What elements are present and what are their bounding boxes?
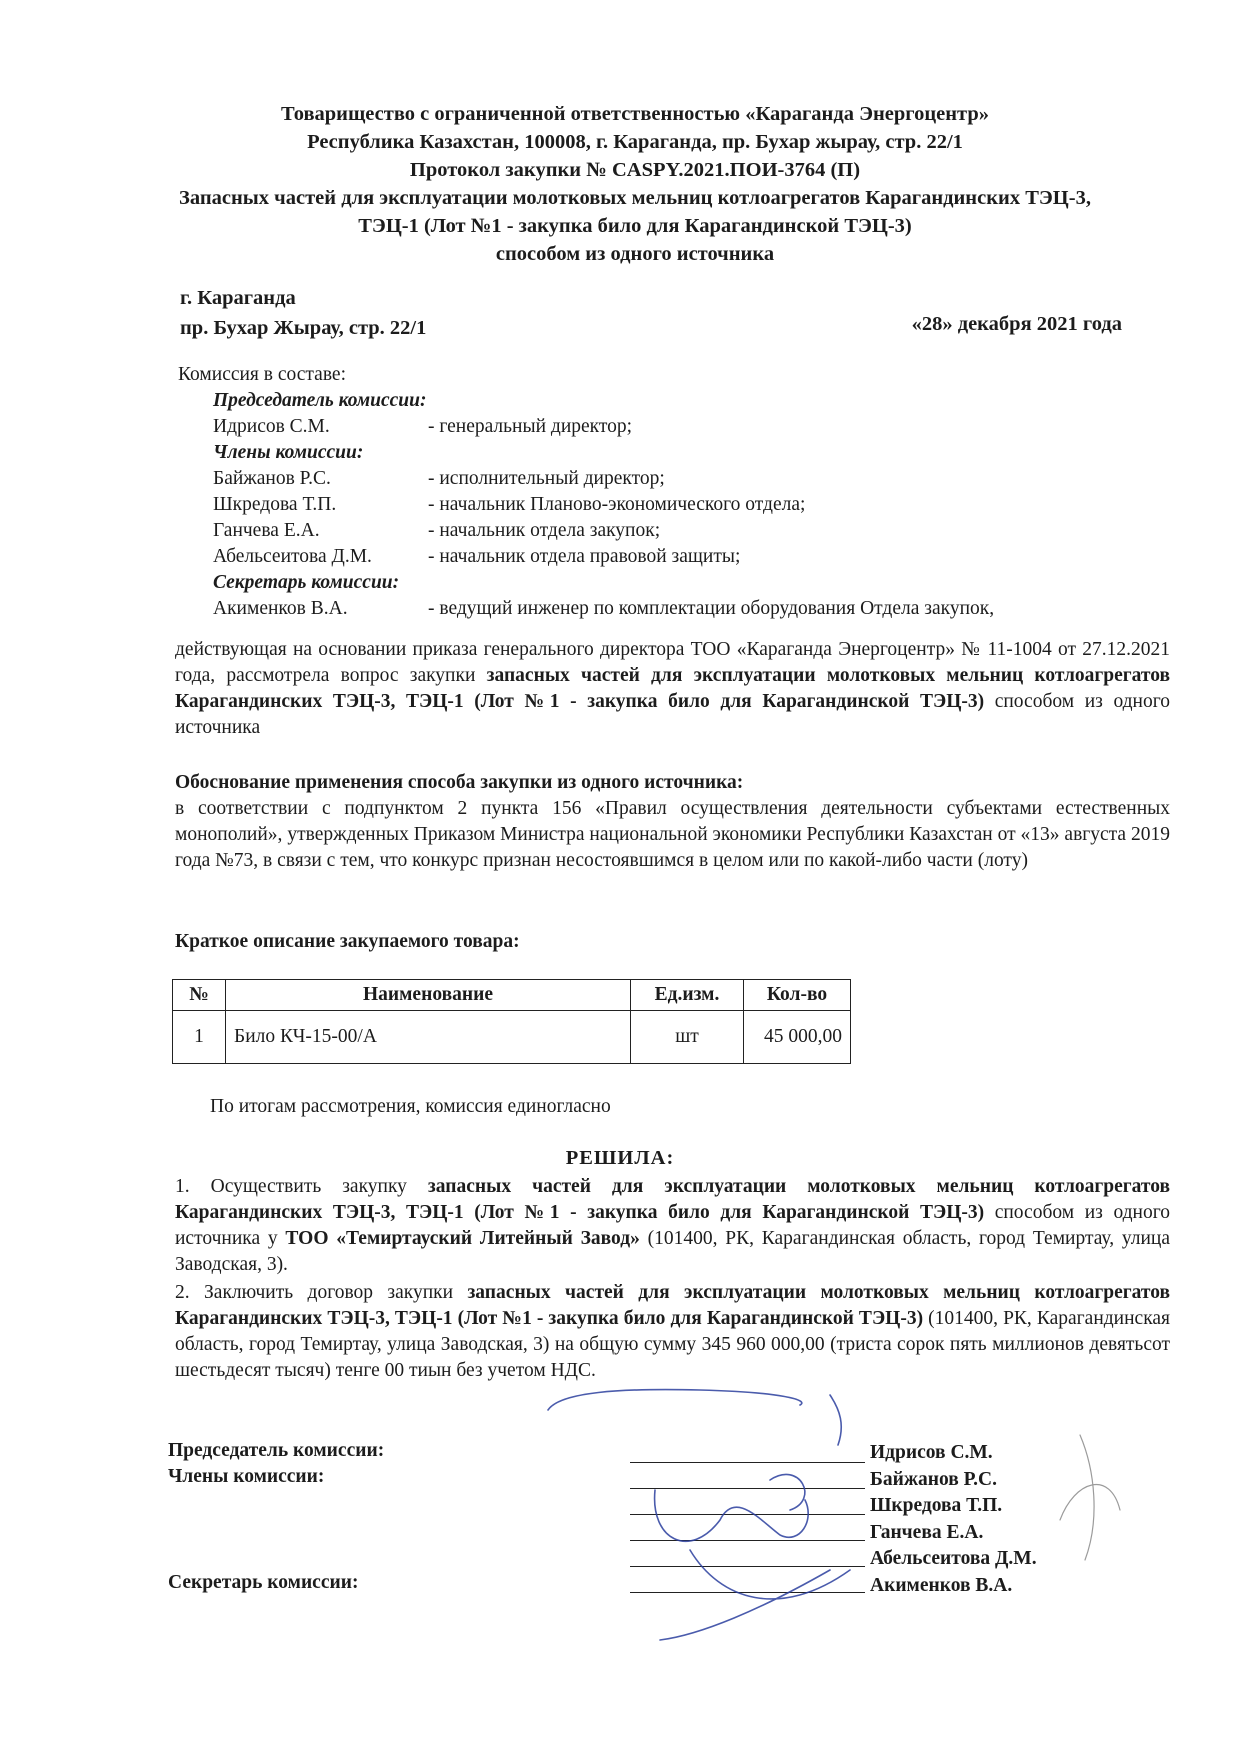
signature-stroke	[548, 1390, 802, 1410]
protocol-date: «28» декабря 2021 года	[911, 313, 1122, 335]
signature-line	[630, 1566, 865, 1567]
cell-name: Било КЧ-15-00/А	[226, 1011, 631, 1064]
basis-subject: запасных частей для эксплуатации молотковых мельниц котлоагрегатов Карагандинских ТЭЦ-3, ТЭЦ-1 (Лот №1 - закупка било для Карагандинской ТЭЦ-3)	[175, 665, 1170, 712]
signature-stroke	[1060, 1485, 1120, 1520]
decision-1-middle: способом из одного источника у	[175, 1202, 1170, 1249]
signatory-name: Акименков В.А.	[870, 1574, 1013, 1596]
signature-members-label: Члены комиссии:	[168, 1466, 325, 1487]
member-name: Абельсеитова Д.М.	[213, 546, 372, 567]
procurement-method: способом из одного источника	[495, 243, 775, 265]
protocol-number: Протокол закупки № CASPY.2021.ПОИ-3764 (П)	[409, 159, 861, 181]
member-name: Ганчева Е.А.	[213, 520, 320, 541]
justification-text: в соответствии с подпунктом 2 пункта 156 «Правил осуществления деятельности субъектами естественных монополий», утвержденных Приказом Министра национальной экономики Республики Казахстан от «13» августа 2019 года №73, в связи с тем, что конкурс признан несостоявшимся в целом или по какой-либо части (лоту)	[175, 798, 1170, 871]
signature-stroke	[830, 1395, 841, 1445]
decision-1-supplier: ТОО «Темиртауский Литейный Завод»	[285, 1228, 640, 1249]
commission-list	[178, 362, 994, 622]
document-header	[150, 100, 1120, 268]
secretary-role: Секретарь комиссии:	[213, 572, 400, 593]
cell-number: 1	[173, 1011, 226, 1064]
commission-member-row	[178, 596, 994, 622]
goods-title: Краткое описание закупаемого товара:	[175, 931, 520, 952]
commission-member-row	[178, 492, 994, 518]
signature-stroke	[1080, 1435, 1094, 1560]
column-header: Наименование	[226, 980, 631, 1011]
signature-stroke	[655, 1490, 809, 1541]
member-name: Акименков В.А.	[213, 598, 348, 619]
signature-chair-label: Председатель комиссии:	[168, 1440, 385, 1461]
decision-1	[175, 1174, 1170, 1278]
member-position: - генеральный директор;	[428, 416, 633, 437]
column-header: №	[173, 980, 226, 1011]
decision-2	[175, 1280, 1170, 1384]
signatory-names	[870, 1440, 1037, 1599]
commission-member-row	[178, 414, 994, 440]
commission-member-row	[178, 544, 994, 570]
member-name: Байжанов Р.С.	[213, 468, 331, 489]
cell-unit: шт	[631, 1011, 744, 1064]
member-position: - начальник отдела закупок;	[428, 520, 661, 541]
organization-title: Товарищество с ограниченной ответственностью «Караганда Энергоцентр»	[280, 103, 990, 125]
signatory-name: Байжанов Р.С.	[870, 1468, 997, 1490]
decision-2-subject: запасных частей для эксплуатации молотковых мельниц котлоагрегатов Карагандинских ТЭЦ-3, ТЭЦ-1 (Лот №1 - закупка било для Карагандинской ТЭЦ-3)	[175, 1282, 1170, 1329]
signature-line	[630, 1462, 865, 1463]
column-header: Кол-во	[744, 980, 851, 1011]
commission-member-row	[178, 518, 994, 544]
table-header-row	[173, 980, 851, 1011]
members-role: Члены комиссии:	[213, 442, 364, 463]
organization-address: Республика Казахстан, 100008, г. Караганда, пр. Бухар жырау, стр. 22/1	[307, 131, 963, 153]
column-header: Ед.изм.	[631, 980, 744, 1011]
table-row	[173, 1011, 851, 1064]
decision-2-suffix: (101400, РК, Карагандинская область, город Темиртау, улица Заводская, 3) на общую сумму 345 960 000,00 (триста сорок пять миллионов девятьсот шестьдесят тысяч) тенге 00 тиын без учетом НДС.	[175, 1308, 1170, 1381]
basis-paragraph	[175, 637, 1170, 741]
commission-intro: Комиссия в составе:	[178, 364, 346, 385]
signatory-name: Идрисов С.М.	[870, 1442, 993, 1463]
basis-text: действующая на основании приказа генерального директора ТОО «Караганда Энергоцентр» № 11-1004 от 27.12.2021 года, рассмотрела вопрос закупки	[175, 639, 1170, 686]
result-intro: По итогам рассмотрения, комиссия единогласно	[210, 1096, 611, 1117]
signature-line	[630, 1592, 865, 1593]
procurement-subject: Запасных частей для эксплуатации молотковых мельниц котлоагрегатов Карагандинских ТЭЦ-3, ТЭЦ-1 (Лот №1 - закупка било для Карагандинской ТЭЦ-3)	[179, 187, 1091, 237]
place-city: г. Караганда	[180, 287, 296, 309]
basis-method: способом из одного источника	[175, 691, 1170, 738]
signatory-name: Абельсеитова Д.М.	[870, 1548, 1037, 1569]
decision-1-suffix: (101400, РК, Карагандинская область, город Темиртау, улица Заводская, 3).	[175, 1228, 1170, 1275]
justification-title: Обоснование применения способа закупки из одного источника:	[175, 772, 744, 793]
place-address: пр. Бухар Жырау, стр. 22/1	[180, 317, 427, 339]
member-position: - начальник Планово-экономического отдела;	[428, 494, 806, 515]
signature-stroke	[660, 1570, 830, 1640]
member-position: - исполнительный директор;	[428, 468, 665, 489]
justification-block	[175, 770, 1170, 874]
signatory-name: Ганчева Е.А.	[870, 1521, 984, 1543]
decision-2-prefix: 2. Заключить договор закупки	[175, 1282, 468, 1303]
commission-member-row	[178, 466, 994, 492]
signature-line	[630, 1540, 865, 1541]
chair-role: Председатель комиссии:	[213, 390, 427, 411]
decision-1-subject: запасных частей для эксплуатации молотковых мельниц котлоагрегатов Карагандинских ТЭЦ-3, ТЭЦ-1 (Лот №1 - закупка било для Карагандинской ТЭЦ-3)	[175, 1176, 1170, 1223]
signatory-name: Шкредова Т.П.	[870, 1495, 1003, 1516]
signature-secretary-label: Секретарь комиссии:	[168, 1572, 359, 1593]
signature-line	[630, 1488, 865, 1489]
member-position: - ведущий инженер по комплектации оборудования Отдела закупок,	[428, 598, 995, 619]
decision-1-prefix: 1. Осуществить закупку	[175, 1176, 428, 1197]
place-block	[180, 283, 426, 343]
member-position: - начальник отдела правовой защиты;	[428, 546, 741, 567]
goods-table	[172, 979, 851, 1064]
decided-title: РЕШИЛА:	[565, 1147, 675, 1169]
signature-stroke	[770, 1474, 805, 1510]
member-name: Шкредова Т.П.	[213, 494, 337, 515]
cell-quantity: 45 000,00	[744, 1011, 851, 1064]
member-name: Идрисов С.М.	[213, 416, 330, 437]
signature-line	[630, 1514, 865, 1515]
